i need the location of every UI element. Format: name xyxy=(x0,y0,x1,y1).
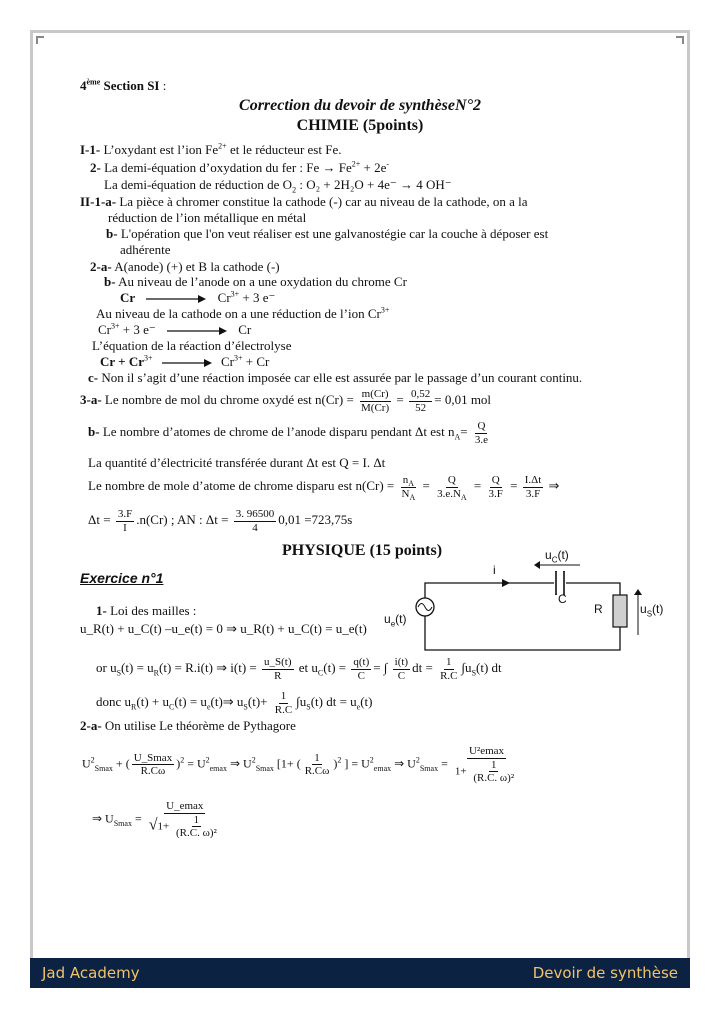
reaction-arrow-icon xyxy=(162,358,212,368)
chimie-line-2: 2- La demi-équation d’oxydation du fer : $Fe \to Fe^{2+} + 2e^-$ xyxy=(90,159,390,175)
chimie-line-11: Au niveau de la cathode on a une réduction de l’ion $Cr^{3+}$ xyxy=(96,305,390,321)
chimie-line-16: 3-a- Le nombre de mol du chrome oxydé est n(Cr) = $\frac{m(Cr)}{M(Cr)}$ = $\frac{0,52}{52}$ = 0,01 mol xyxy=(80,388,492,414)
chimie-line-15: c- Non il s’agit d’une réaction imposée car elle est assurée par le passage d’un courant continu. xyxy=(88,370,583,385)
reaction-arrow-icon xyxy=(146,294,206,304)
document-title: Correction du devoir de synthèseN°2 xyxy=(239,97,481,114)
footer-doc-type: Devoir de synthèse xyxy=(532,964,678,982)
rc-circuit-diagram xyxy=(380,555,680,660)
physique-line-6: $U^2_{Smax}$ + ( $\frac{U\_Smax}{R.C\omega}$ )$^2 = U^2_{emax}$ ⇒ $U^2_{Smax}$ [1+ ( $\frac{1}{R.C\omega}$ )$^2$ ] = $U^2_{emax}$ ⇒ $U^2_{Smax}$ = U²emax 1+ $\frac{1}{\text{(R.C. ω)²}}$ xyxy=(82,745,515,785)
chimie-line-4: II-1-a- La pièce à chromer constitue la cathode (-) car au niveau de la cathode, on a la xyxy=(80,194,528,209)
reaction-arrow-icon xyxy=(167,326,227,336)
chimie-line-5: réduction de l’ion métallique en métal xyxy=(108,210,307,225)
chimie-eq-reduction: $Cr^{3+} + 3$ e⁻ Cr xyxy=(98,321,252,337)
current-label: i xyxy=(493,563,496,577)
chimie-line-9: b- Au niveau de l’anode on a une oxydation du chrome Cr xyxy=(104,274,407,289)
chimie-line-6: b- L'opération que l'on veut réaliser est une galvanostégie car la couche à déposer est xyxy=(106,226,549,241)
capacitor-label: C xyxy=(558,592,567,606)
chimie-heading: CHIMIE (5points) xyxy=(296,117,424,134)
resistor-icon xyxy=(613,595,627,627)
uc-label: $u_C(t)$ xyxy=(545,548,569,565)
chimie-line-8: 2-a- A(anode) (+) et B la cathode (-) xyxy=(90,259,280,274)
chimie-line-1: I-1- L’oxydant est l’ion $Fe^{2+}$ et le réducteur est Fe. xyxy=(80,141,342,157)
chimie-line-18: La quantité d’électricité transférée durant Δt est Q = I. Δt xyxy=(88,455,386,470)
physique-line-3: or $u_S(t) = u_R(t) = R.i(t)$ ⇒ i(t) = $\frac{u\_S(t)}{R}$ et $u_C(t)$ = $\frac{q(t)}{C}$ = ∫ $\frac{i(t)}{C}$ dt = $\frac{1}{R.C}$ $\int u_S(t)$ dt xyxy=(96,656,502,682)
ue-label: $u_e(t)$ xyxy=(384,612,407,629)
physique-line-7: ⇒ $U_{Smax}$ = U_emax √1+ $\frac{1}{\text{(R.C. ω)²}}$ xyxy=(92,800,217,840)
resistor-label: R xyxy=(594,602,603,616)
us-label: $u_S(t)$ xyxy=(640,602,664,619)
chimie-line-17: b- Le nombre d’atomes de chrome de l’anode disparu pendant Δt est $n_A=$ $\frac{Q}{3.e}$ xyxy=(88,420,488,446)
physique-line-1: 1- Loi des mailles : xyxy=(96,603,197,618)
footer-brand: Jad Academy xyxy=(42,964,140,982)
chimie-line-19: Le nombre de mole d’atome de chrome disparu est n(Cr) = $\frac{n_A}{N_A}$ = $\frac{Q}{3.e.N_A}$ = $\frac{Q}{3.F}$ = $\frac{I.\Delta t}{3.F}$ ⇒ xyxy=(88,474,560,502)
exercice-heading: Exercice n°1 xyxy=(80,570,164,586)
chimie-eq-electrolysis: $Cr + Cr^{3+}$ $Cr^{3+} + Cr$ xyxy=(100,353,270,369)
class-section: 4ème Section SI : xyxy=(80,77,167,93)
chimie-eq-oxidation: Cr $Cr^{3+} + 3$ e⁻ xyxy=(120,289,276,305)
circuit-wire xyxy=(425,583,620,650)
physique-line-4: donc $u_R(t) + u_C(t)$ = $u_e(t)\Rightarrow$ $u_S(t)+$ $\frac{1}{R.C}$ $\int u_S(t)$ dt = $u_e(t)$ xyxy=(96,690,373,716)
footer-bar xyxy=(30,958,690,988)
chimie-line-13: L’équation de la réaction d’électrolyse xyxy=(92,338,292,353)
physique-line-5: 2-a- On utilise Le théorème de Pythagore xyxy=(80,718,296,733)
chimie-line-20: Δt = $\frac{3.F}{I}$ .n(Cr) ; AN : Δt = $\frac{3. 96500}{4}$ 0,01 =723,75s xyxy=(88,508,353,534)
physique-line-2: u_R(t) + u_C(t) –u_e(t) = 0 ⇒ u_R(t) + u_C(t) = u_e(t) xyxy=(80,621,367,636)
chimie-line-3: La demi-équation de réduction de $O_2$ : O₂ + 2H₂O + 4e⁻ → 4 OH⁻ xyxy=(104,177,452,195)
physique-heading: PHYSIQUE (15 points) xyxy=(282,542,443,559)
chimie-line-7: adhérente xyxy=(120,242,171,257)
